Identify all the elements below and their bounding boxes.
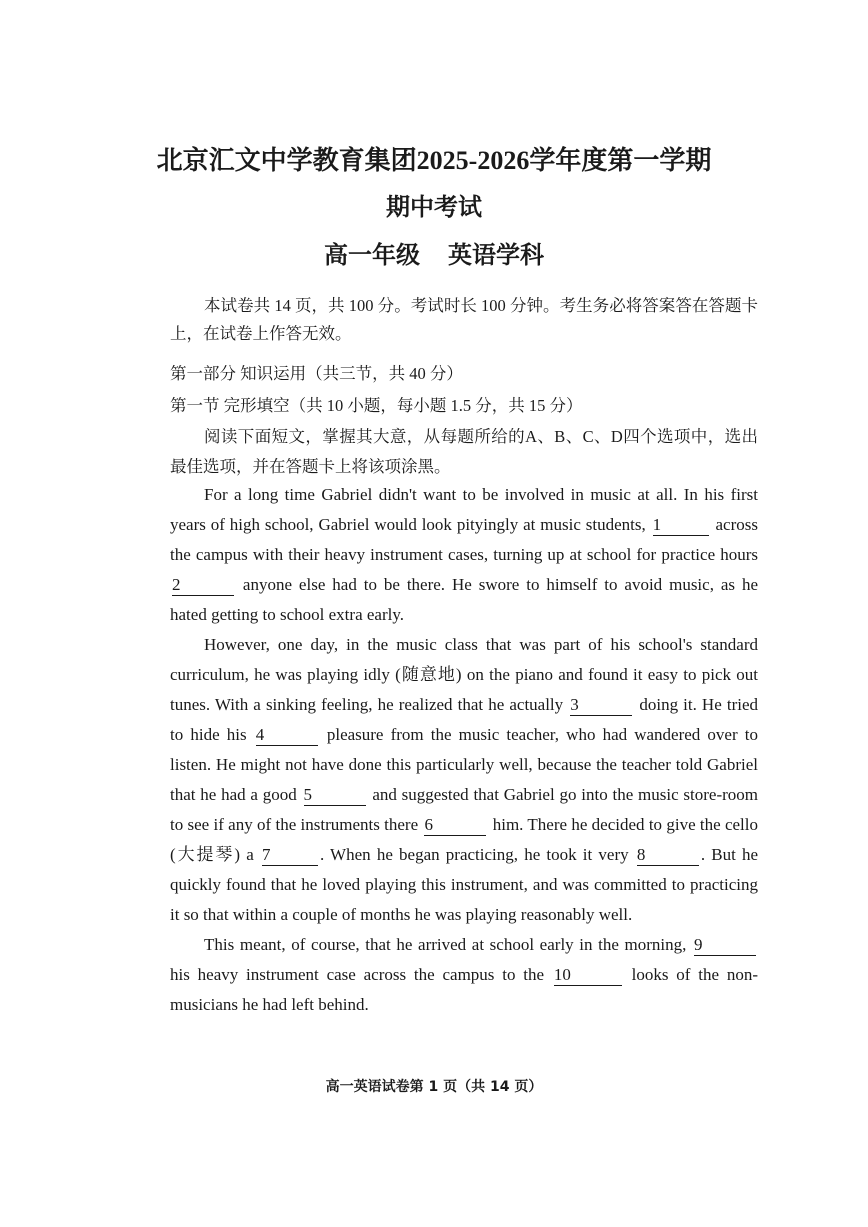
passage-text: For a long time Gabriel didn't want to be involved in music at all. In his first years of high school, Gabriel would look pityingly at music students,: [170, 485, 758, 534]
blank-8: 8: [637, 845, 699, 866]
passage-paragraph-3: [170, 930, 758, 1020]
cloze-instruction: 阅读下面短文，掌握其大意，从每题所给的A、B、C、D四个选项中，选出最佳选项，并在答题卡上将该项涂黑。: [170, 427, 758, 476]
grade-subject: [0, 235, 868, 270]
exam-title: 北京汇文中学教育集团2025-2026学年度第一学期: [156, 146, 712, 175]
grade-label: 高一年级: [324, 243, 420, 269]
blank-9: 9: [694, 935, 756, 956]
blank-10: 10: [554, 965, 622, 986]
blank-7: 7: [262, 845, 318, 866]
passage-text: This meant, of course, that he arrived at school early in the morning,: [204, 935, 687, 954]
exam-type: 期中考试: [386, 195, 482, 221]
blank-2: 2: [172, 575, 234, 596]
passage-text: doing it. He tried to hide his: [170, 695, 758, 744]
passage-text: anyone else had to be there. He swore to himself to avoid music, as he hated getting to school extra early.: [170, 575, 758, 624]
passage-paragraph-1: [170, 480, 758, 630]
part1-heading: 第一部分 知识运用（共三节，共 40 分）: [170, 364, 463, 383]
passage-text: his heavy instrument case across the campus to the: [170, 965, 545, 984]
blank-6: 6: [424, 815, 486, 836]
passage-text: pleasure from the music teacher, who had wandered over to listen. He might not have done this particularly well, because the teacher told Gabriel that he had a good: [170, 725, 758, 804]
blank-4: 4: [256, 725, 318, 746]
exam-notice: 本试卷共 14 页，共 100 分。考试时长 100 分钟。考生务必将答案答在答题卡上，在试卷上作答无效。: [170, 296, 758, 343]
passage-text: looks of the non-musicians he had left behind.: [170, 965, 759, 1014]
passage-paragraph-2: [170, 630, 758, 930]
passage-text: . When he began practicing, he took it very: [319, 845, 629, 864]
subject-label: 英语学科: [448, 243, 544, 269]
passage-text: across the campus with their heavy instrument cases, turning up at school for practice hours: [170, 515, 758, 564]
blank-5: 5: [304, 785, 366, 806]
passage-text: and suggested that Gabriel go into the music store-room to see if any of the instruments there: [170, 785, 758, 834]
section1-heading: 第一节 完形填空（共 10 小题，每小题 1.5 分，共 15 分）: [170, 396, 583, 415]
passage-text: However, one day, in the music class that was part of his school's standard curriculum, he was playing idly (随意地) on the piano and found it easy to pick out tunes. With a sinking feeling, he realized that he actually: [170, 635, 758, 714]
passage-text: . But he quickly found that he loved playing this instrument, and was committed to practicing it so that within a couple of months he was playing reasonably well.: [170, 845, 759, 924]
blank-3: 3: [570, 695, 632, 716]
blank-1: 1: [653, 515, 709, 536]
passage-text: him. There he decided to give the cello (大提琴) a: [170, 815, 758, 864]
page-footer: 高一英语试卷第 1 页（共 14 页）: [325, 1079, 543, 1095]
